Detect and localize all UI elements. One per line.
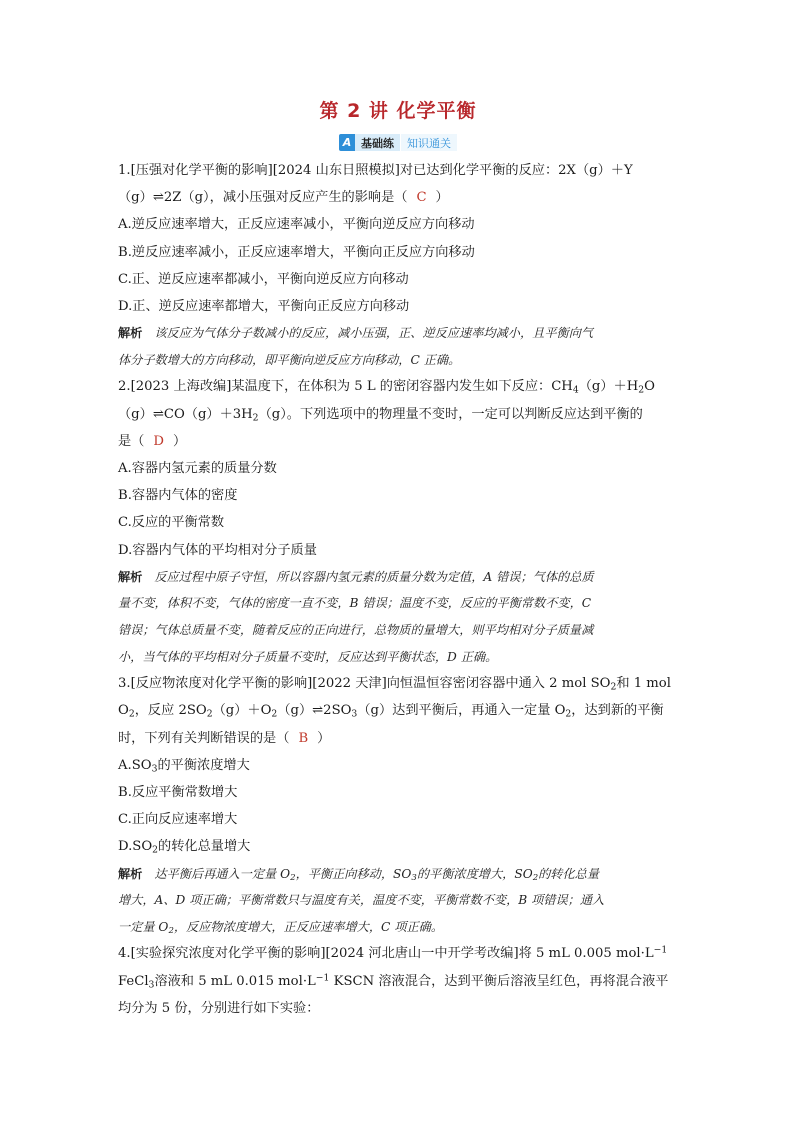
- q2-option-a: A.容器内氢元素的质量分数: [118, 461, 277, 477]
- q1-stem-line: [118, 184, 678, 211]
- page-title: 第 2 讲 化学平衡: [319, 100, 477, 122]
- q1-explanation-line: [118, 320, 678, 347]
- q4-subscript: 3: [148, 978, 155, 990]
- q4-superscript: −1: [315, 972, 330, 983]
- q1-option-c: C.正、逆反应速率都减小，平衡向逆反应方向移动: [118, 271, 409, 287]
- q3-subscript: 2: [168, 925, 174, 936]
- q2-subscript: 2: [252, 411, 259, 423]
- q2-explanation-label: 解析: [118, 569, 143, 584]
- q4-stem-line: 均分为 5 份，分别进行如下实验：: [118, 1000, 320, 1016]
- q3-explanation-text: ，平衡正向移动，SO: [295, 866, 412, 881]
- q1-option-b: B.逆反应速率减小，正反应速率增大，平衡向正反应方向移动: [118, 244, 475, 260]
- q3-explanation-text: 一定量 O: [118, 919, 169, 934]
- q2-option-b: B.容器内气体的密度: [118, 488, 238, 504]
- q3-subscript: 2: [271, 708, 278, 720]
- q3-explanation-text: 的转化总量: [538, 866, 600, 881]
- q2-stem-text: （g）＋H: [578, 379, 639, 395]
- q2-subscript: 2: [638, 384, 645, 396]
- q3-subscript: 3: [151, 763, 158, 775]
- q4-stem-line: [118, 940, 678, 967]
- question-1: [118, 157, 678, 373]
- q3-subscript: 2: [152, 844, 159, 856]
- q3-subscript: 3: [351, 708, 358, 720]
- q2-option-c: C.反应的平衡常数: [118, 515, 225, 531]
- q3-subscript: 2: [532, 872, 539, 883]
- q3-option-text: D.SO: [118, 839, 153, 855]
- q3-stem-text: 和 1 mol: [616, 676, 671, 692]
- q3-explanation-text: 达平衡后再通入一定量 O: [154, 866, 291, 881]
- q2-option-d: D.容器内气体的平均相对分子质量: [118, 542, 317, 558]
- q3-subscript: 2: [206, 708, 213, 720]
- q4-stem-text: KSCN 溶液混合，达到平衡后溶液呈红色，再将混合液平: [329, 973, 669, 989]
- q3-explanation-label: 解析: [118, 866, 143, 881]
- q2-stem-text: （g）。下列选项中的物理量不变时，一定可以判断反应达到平衡的: [258, 406, 643, 422]
- q1-stem-text: （g）⇌2Z（g），减小压强对反应产生的影响是（: [118, 190, 408, 206]
- q2-stem-text: O: [644, 379, 655, 395]
- q3-stem-line: [118, 697, 678, 724]
- q2-explanation-text: 反应过程中原子守恒，所以容器内氢元素的质量分数为定值，A 错误；气体的总质: [154, 569, 594, 584]
- q4-stem-line: [118, 968, 678, 995]
- q3-stem-text: O: [118, 703, 129, 719]
- q3-stem-text: 3.[反应物浓度对化学平衡的影响][2022 天津]向恒温恒容密闭容器中通入 2 mol SO: [118, 676, 611, 692]
- q1-explanation-line: 体分子数增大的方向移动，即平衡向逆反应方向移动，C 正确。: [118, 352, 461, 367]
- q2-stem-text: ）: [172, 433, 187, 449]
- question-2: [118, 373, 678, 670]
- q2-stem-text: 2.[2023 上海改编]某温度下，在体积为 5 L 的密闭容器内发生如下反应：CH: [118, 379, 573, 395]
- tag-sub-label: 知识通关: [400, 134, 457, 151]
- q4-stem-text: FeCl: [118, 973, 149, 989]
- q3-stem-text: （g）＋O: [212, 703, 272, 719]
- q3-subscript: 2: [128, 708, 135, 720]
- q3-option-b: B.反应平衡常数增大: [118, 785, 238, 801]
- q1-explanation-label: 解析: [118, 326, 143, 341]
- section-tag-row: [118, 131, 678, 151]
- q4-stem-text: 4.[实验探究浓度对化学平衡的影响][2024 河北唐山一中开学考改编]将 5 mL 0.005 mol·L: [118, 946, 654, 962]
- q3-explanation-line: [118, 861, 678, 888]
- q3-explanation-line: 增大，A、D 项正确；平衡常数只与温度有关，温度不变，平衡常数不变，B 项错误；通入: [118, 893, 605, 908]
- q2-explanation-line: 小，当气体的平均相对分子质量不变时，反应达到平衡状态，D 正确。: [118, 649, 498, 664]
- q4-stem-text: 溶液和 5 mL 0.015 mol·L: [154, 973, 316, 989]
- q3-option-c: C.正向反应速率增大: [118, 812, 238, 828]
- level-a-icon: A: [339, 134, 355, 151]
- q1-option-d: D.正、逆反应速率都增大，平衡向正反应方向移动: [118, 299, 410, 315]
- q1-answer: C: [416, 190, 427, 206]
- q2-explanation-line: 量不变，体积不变，气体的密度一直不变，B 错误；温度不变，反应的平衡常数不变，C: [118, 596, 592, 611]
- q3-explanation-line: [118, 914, 678, 941]
- tag-main-label: 基础练: [355, 134, 400, 151]
- q1-stem-text: ）: [435, 190, 449, 206]
- q3-stem-text: （g）⇌2SO: [277, 703, 352, 719]
- q3-stem-text: （g）达到平衡后，再通入一定量 O: [357, 703, 566, 719]
- q4-superscript: −1: [653, 944, 668, 956]
- q2-subscript: 4: [572, 384, 579, 396]
- q3-explanation-text: 的平衡浓度增大，SO: [416, 866, 533, 881]
- q3-option-d: [118, 833, 678, 860]
- q2-stem-line: [118, 428, 678, 455]
- section-tag: [339, 134, 457, 151]
- q2-explanation-line: 错误；气体总质量不变，随着反应的正向进行，总物质的量增大，则平均相对分子质量减: [118, 623, 594, 638]
- q1-explanation-text: 该反应为气体分子数减小的反应，减小压强，正、逆反应速率均减小，且平衡向气: [154, 326, 594, 341]
- q3-stem-text: ，反应 2SO: [134, 703, 207, 719]
- q3-stem-text: 时，下列有关判断错误的是（: [118, 730, 290, 746]
- q2-stem-text: 是（: [118, 433, 145, 449]
- q2-answer: D: [153, 433, 164, 449]
- q2-explanation-line: [118, 564, 678, 591]
- q3-subscript: 2: [565, 708, 572, 720]
- q3-stem-text: ）: [317, 730, 331, 746]
- q3-stem-text: ，达到新的平衡: [571, 703, 664, 719]
- q2-stem-line: [118, 373, 678, 400]
- q3-option-a: [118, 752, 678, 779]
- document-page: [118, 96, 678, 1022]
- q3-subscript: 3: [411, 872, 417, 883]
- question-4: [118, 940, 678, 1022]
- q3-answer: B: [298, 730, 309, 746]
- q3-explanation-text: ，反应物浓度增大，正反应速率增大，C 项正确。: [173, 919, 444, 934]
- q3-option-text: 的转化总量增大: [158, 839, 251, 855]
- q3-subscript: 2: [610, 681, 617, 693]
- q1-option-a: A.逆反应速率增大，正反应速率减小，平衡向逆反应方向移动: [118, 217, 475, 233]
- q3-stem-line: [118, 670, 678, 697]
- q3-stem-line: [118, 725, 678, 752]
- q2-stem-text: （g）⇌CO（g）＋3H: [118, 406, 253, 422]
- q2-stem-line: [118, 401, 678, 428]
- q1-stem-line: 1.[压强对化学平衡的影响][2024 山东日照模拟]对已达到化学平衡的反应：2X（g）＋Y: [118, 163, 633, 178]
- question-3: [118, 670, 678, 940]
- q3-option-text: 的平衡浓度增大: [157, 757, 250, 773]
- q3-option-text: A.SO: [118, 757, 152, 773]
- q3-subscript: 2: [290, 872, 296, 883]
